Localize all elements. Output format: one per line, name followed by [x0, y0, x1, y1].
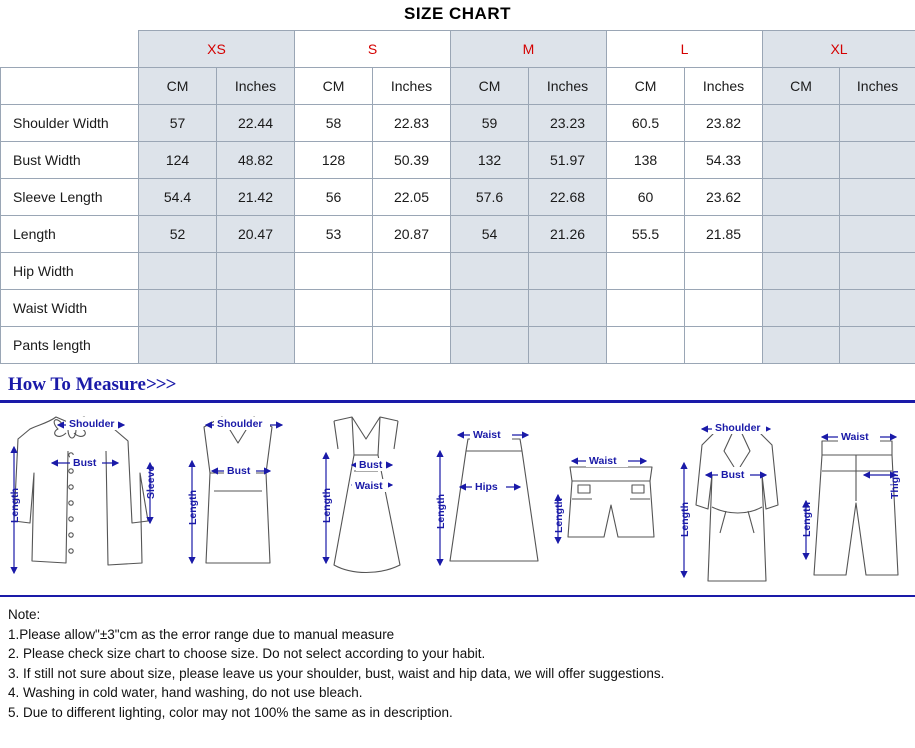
- label-length: Length: [9, 488, 21, 523]
- label-shoulder: Shoulder: [715, 422, 761, 434]
- label-waist: Waist: [355, 480, 383, 492]
- table-row: [1, 253, 915, 290]
- figure-shorts: [568, 467, 654, 537]
- cell-xs-in: [217, 327, 295, 364]
- cell-m-cm: 54: [451, 216, 529, 253]
- row-label-shoulder-width: Shoulder Width: [1, 105, 139, 142]
- cell-xl-cm: [763, 142, 840, 179]
- label-bust: Bust: [721, 469, 745, 481]
- cell-l-in: 23.82: [685, 105, 763, 142]
- unit-header-xs-cm: CM: [139, 68, 217, 105]
- cell-l-in: [685, 253, 763, 290]
- cell-m-in: 51.97: [529, 142, 607, 179]
- cell-xs-cm: [139, 253, 217, 290]
- cell-m-cm: [451, 253, 529, 290]
- cell-m-in: [529, 253, 607, 290]
- table-row: [1, 216, 915, 253]
- row-label-sleeve-length: Sleeve Length: [1, 179, 139, 216]
- cell-s-cm: [295, 253, 373, 290]
- cell-xl-in: [840, 216, 915, 253]
- cell-s-in: [373, 253, 451, 290]
- table-row-sizes: [1, 31, 915, 68]
- figure-blouse: [14, 417, 148, 565]
- how-to-measure-heading: [0, 364, 915, 398]
- cell-s-cm: [295, 290, 373, 327]
- table-row-units: [1, 68, 915, 105]
- cell-xs-in: 21.42: [217, 179, 295, 216]
- notes-heading: Note:: [8, 607, 41, 622]
- figure-coat: [696, 425, 778, 581]
- label-length: Length: [801, 502, 813, 537]
- cell-xs-cm: 54.4: [139, 179, 217, 216]
- row-label-length: Length: [1, 216, 139, 253]
- row-label-hip-width: Hip Width: [1, 253, 139, 290]
- note-line-5: 5. Due to different lighting, color may not 100% the same as in description.: [8, 704, 453, 720]
- cell-m-in: [529, 290, 607, 327]
- cell-xs-cm: 52: [139, 216, 217, 253]
- label-waist: Waist: [589, 455, 617, 467]
- label-length: Length: [679, 502, 691, 537]
- cell-l-cm: 55.5: [607, 216, 685, 253]
- row-label-bust-width: Bust Width: [1, 142, 139, 179]
- cell-s-cm: 58: [295, 105, 373, 142]
- label-bust: Bust: [359, 459, 383, 471]
- unit-header-s-cm: CM: [295, 68, 373, 105]
- cell-xl-cm: [763, 327, 840, 364]
- unit-header-xl-inches: Inches: [840, 68, 915, 105]
- label-shoulder: Shoulder: [217, 418, 263, 430]
- unit-header-s-inches: Inches: [373, 68, 451, 105]
- cell-l-in: 21.85: [685, 216, 763, 253]
- label-length: Length: [321, 488, 333, 523]
- cell-xs-cm: 124: [139, 142, 217, 179]
- cell-xl-cm: [763, 290, 840, 327]
- table-row: [1, 179, 915, 216]
- cell-l-in: [685, 290, 763, 327]
- cell-xs-in: [217, 253, 295, 290]
- size-header-xs: XS: [139, 31, 295, 68]
- cell-l-cm: [607, 253, 685, 290]
- label-length: Length: [553, 498, 565, 533]
- figure-camisole: [204, 417, 272, 563]
- label-bust: Bust: [227, 465, 251, 477]
- table-row: [1, 290, 915, 327]
- unit-header-l-inches: Inches: [685, 68, 763, 105]
- label-length: Length: [187, 490, 199, 525]
- row-label-pants-length: Pants length: [1, 327, 139, 364]
- cell-xl-cm: [763, 105, 840, 142]
- measurement-diagrams-svg: [0, 403, 915, 593]
- cell-m-cm: 132: [451, 142, 529, 179]
- cell-m-cm: [451, 327, 529, 364]
- unit-header-l-cm: CM: [607, 68, 685, 105]
- cell-xs-in: 22.44: [217, 105, 295, 142]
- cell-xl-cm: [763, 216, 840, 253]
- row-label-waist-width: Waist Width: [1, 290, 139, 327]
- size-header-xl: XL: [763, 31, 915, 68]
- note-line-3: 3. If still not sure about size, please leave us your shoulder, bust, waist and hip data, we will offer suggestions.: [8, 665, 665, 681]
- cell-s-cm: [295, 327, 373, 364]
- label-waist: Waist: [473, 429, 501, 441]
- label-bust: Bust: [73, 457, 97, 469]
- unit-header-xs-inches: Inches: [217, 68, 295, 105]
- cell-xs-cm: [139, 290, 217, 327]
- page-title: SIZE CHART: [404, 4, 511, 23]
- cell-xl-in: [840, 327, 915, 364]
- label-sleeve: Sleeve: [145, 465, 157, 499]
- cell-xs-cm: 57: [139, 105, 217, 142]
- cell-m-in: [529, 327, 607, 364]
- label-length: Length: [435, 494, 447, 529]
- size-header-m: M: [451, 31, 607, 68]
- note-line-1: 1.Please allow"±3"cm as the error range due to manual measure: [8, 626, 395, 642]
- table-row: [1, 327, 915, 364]
- measurement-figures: [0, 403, 915, 597]
- label-thigh: Thigh: [889, 470, 901, 499]
- table-corner-cell: [1, 31, 139, 68]
- cell-m-cm: 59: [451, 105, 529, 142]
- label-shoulder: Shoulder: [69, 418, 115, 430]
- cell-l-cm: [607, 290, 685, 327]
- cell-xl-in: [840, 179, 915, 216]
- cell-s-cm: 128: [295, 142, 373, 179]
- cell-xl-in: [840, 142, 915, 179]
- cell-s-in: 22.83: [373, 105, 451, 142]
- figure-pants: [814, 441, 898, 575]
- cell-s-in: [373, 327, 451, 364]
- cell-l-cm: 138: [607, 142, 685, 179]
- figure-dress: [334, 417, 400, 573]
- cell-m-cm: 57.6: [451, 179, 529, 216]
- unit-header-xl-cm: CM: [763, 68, 840, 105]
- cell-m-cm: [451, 290, 529, 327]
- cell-l-cm: 60: [607, 179, 685, 216]
- how-to-measure-label: How To Measure: [8, 374, 146, 395]
- cell-l-cm: 60.5: [607, 105, 685, 142]
- cell-xs-in: 20.47: [217, 216, 295, 253]
- cell-xl-cm: [763, 253, 840, 290]
- cell-xs-in: [217, 290, 295, 327]
- cell-s-in: [373, 290, 451, 327]
- unit-header-m-cm: CM: [451, 68, 529, 105]
- note-line-2: 2. Please check size chart to choose size. Do not select according to your habit.: [8, 646, 486, 661]
- cell-m-in: 22.68: [529, 179, 607, 216]
- unit-header-m-inches: Inches: [529, 68, 607, 105]
- cell-l-in: [685, 327, 763, 364]
- cell-xs-in: 48.82: [217, 142, 295, 179]
- cell-s-cm: 56: [295, 179, 373, 216]
- cell-s-cm: 53: [295, 216, 373, 253]
- size-header-l: L: [607, 31, 763, 68]
- notes-section: [0, 597, 915, 722]
- cell-l-in: 54.33: [685, 142, 763, 179]
- cell-xl-in: [840, 253, 915, 290]
- cell-xl-cm: [763, 179, 840, 216]
- label-waist: Waist: [841, 431, 869, 443]
- cell-m-in: 21.26: [529, 216, 607, 253]
- how-to-measure-arrows: >>>: [145, 374, 176, 395]
- size-chart-table: [0, 30, 915, 364]
- note-line-4: 4. Washing in cold water, hand washing, do not use bleach.: [8, 685, 363, 700]
- cell-s-in: 50.39: [373, 142, 451, 179]
- cell-xs-cm: [139, 327, 217, 364]
- table-unit-corner-cell: [1, 68, 139, 105]
- table-row: [1, 105, 915, 142]
- cell-xl-in: [840, 105, 915, 142]
- cell-l-cm: [607, 327, 685, 364]
- cell-m-in: 23.23: [529, 105, 607, 142]
- figure-skirt: [450, 439, 538, 561]
- cell-s-in: 20.87: [373, 216, 451, 253]
- cell-s-in: 22.05: [373, 179, 451, 216]
- table-row: [1, 142, 915, 179]
- cell-l-in: 23.62: [685, 179, 763, 216]
- label-hips: Hips: [475, 481, 498, 493]
- cell-xl-in: [840, 290, 915, 327]
- size-header-s: S: [295, 31, 451, 68]
